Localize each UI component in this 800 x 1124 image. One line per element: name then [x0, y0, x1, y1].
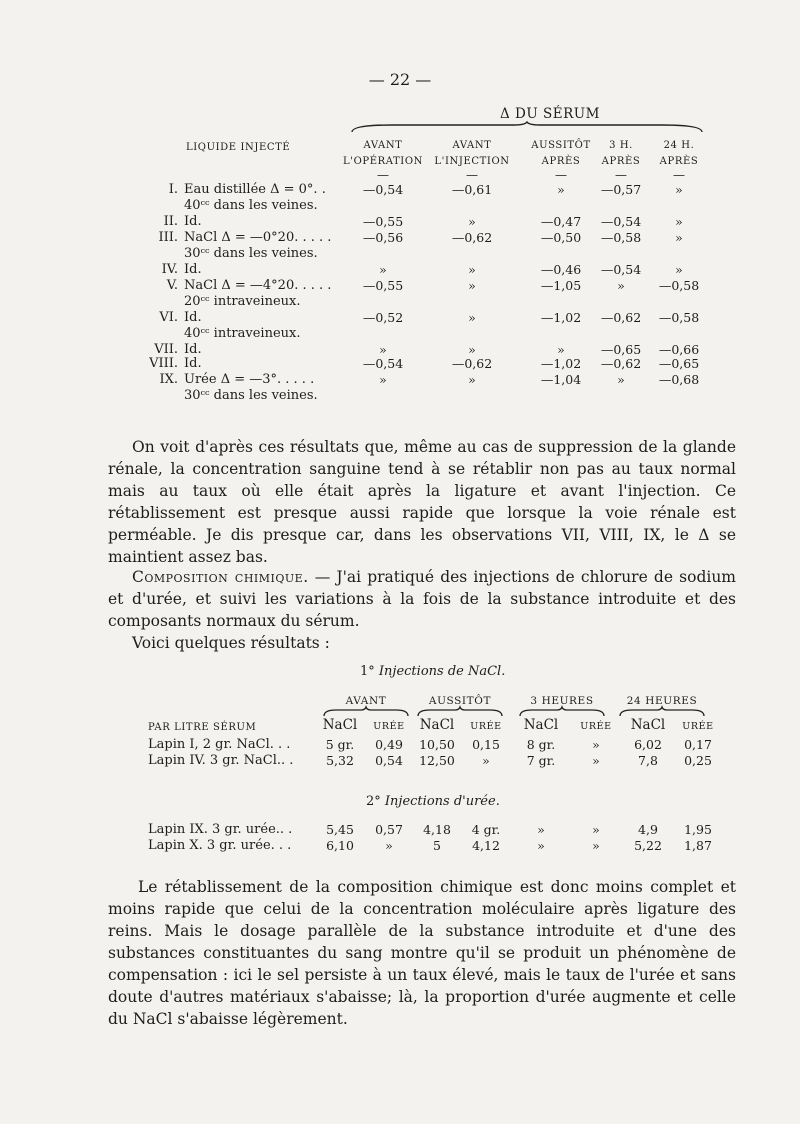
table1-column-rule: —: [466, 168, 478, 182]
table1-row-number: VII.: [154, 342, 178, 357]
table1-cell: »: [557, 182, 565, 197]
caption-nacl-number: 1°: [360, 664, 375, 679]
table1-column-header-sub: APRÈS: [601, 156, 641, 167]
paragraph-composition: [108, 566, 736, 654]
table2-cell: 12,50: [419, 753, 455, 768]
table1-row-number: IX.: [159, 372, 178, 387]
table2-cell: 5,32: [326, 753, 354, 768]
table1-cell: »: [379, 262, 387, 277]
table2-cell: »: [537, 822, 545, 837]
table1-column-rule: —: [555, 168, 567, 182]
table2-cell: 10,50: [419, 737, 455, 752]
table1-cell: —0,65: [600, 342, 642, 357]
table2-group-brace: [324, 707, 408, 717]
table2-group-header: 24 HEURES: [626, 695, 698, 707]
table2-cell: 4,18: [423, 822, 451, 837]
table2-cell: 8 gr.: [526, 737, 556, 752]
table1-cell: —0,47: [540, 214, 582, 229]
table1-row-label: NaCl Δ = —4°20. . . . .: [184, 278, 332, 293]
table2-subheader-nacl: NaCl: [630, 717, 666, 733]
table1-cell: »: [675, 230, 683, 245]
page-number: — 22 —: [368, 70, 432, 89]
table1-cell: —0,57: [600, 182, 642, 197]
table1-row-number: II.: [163, 214, 178, 229]
table2-cell: 6,10: [326, 838, 354, 853]
table1-cell: —0,50: [540, 230, 582, 245]
table2-cell: 0,49: [375, 737, 403, 752]
table1-cell: —0,65: [658, 356, 700, 371]
table1-cell: —0,46: [540, 262, 582, 277]
table1-cell: —1,02: [540, 310, 582, 325]
table1-column-rule: —: [673, 168, 685, 182]
table1-column-rule: —: [377, 168, 389, 182]
paragraph-composition-text: — J'ai pratiqué des injections de chlorure de sodium et d'urée, et suivi les variations à la fois de la substance introduite et des composants normaux du sérum.: [108, 568, 736, 630]
table1-cell: »: [675, 214, 683, 229]
table2-group-brace: [520, 707, 604, 717]
table2-cell: 7 gr.: [526, 753, 556, 768]
table2-row-label: Lapin IX. 3 gr. urée.. .: [148, 822, 293, 837]
table1-cell: —0,61: [451, 182, 493, 197]
table1-row-label: Id.: [184, 214, 202, 229]
table2-row-label: Lapin IV. 3 gr. NaCl.. .: [148, 753, 294, 768]
paragraph-results-text: On voit d'après ces résultats que, même au cas de suppression de la glande rénale, la concentration sanguine tend à se rétablir non pas au taux normal mais au taux où elle était après la ligature et avant l'injection. Ce rétablissement est presque aussi rapide que lorsque la voie rénale est perméable. Je dis presque car, dans les observations VII, VIII, IX, le Δ se maintient assez bas.: [108, 438, 736, 566]
table1-column-header-sub: L'OPÉRATION: [343, 156, 423, 167]
table1-cell: —0,54: [600, 262, 642, 277]
table2-cell: 0,17: [684, 737, 712, 752]
table1-row-number: IV.: [161, 262, 178, 277]
table1-column-header-sub: L'INJECTION: [434, 156, 510, 167]
table2-subheader-uree: URÉE: [373, 721, 405, 732]
table2-cell: 0,54: [375, 753, 403, 768]
table1-cell: »: [675, 182, 683, 197]
table1-cell: —0,54: [362, 182, 404, 197]
table2-cell: 1,87: [684, 838, 712, 853]
table2-cell: »: [385, 838, 393, 853]
table2-cell: 5 gr.: [325, 737, 355, 752]
table2-cell: »: [482, 753, 490, 768]
table1-row-sublabel: 20ᶜᶜ intraveineux.: [184, 294, 301, 309]
table2-subheader-uree: URÉE: [580, 721, 612, 732]
table2-subheader-nacl: NaCl: [322, 717, 358, 733]
table2-cell: 0,15: [472, 737, 500, 752]
table1-cell: »: [557, 342, 565, 357]
table1-cell: —0,62: [600, 310, 642, 325]
table2-row-header: PAR LITRE SÉRUM: [148, 722, 257, 733]
table1-row-sublabel: 30ᶜᶜ dans les veines.: [184, 388, 318, 403]
table1-cell: »: [468, 310, 476, 325]
table1-row-label: Id.: [184, 342, 202, 357]
table1-group-title: Δ DU SÉRUM: [499, 106, 600, 122]
table1-column-header-sub: APRÈS: [659, 156, 699, 167]
table1-column-header: 3 H.: [609, 140, 633, 151]
table1-cell: »: [468, 372, 476, 387]
table2-subheader-uree: URÉE: [470, 721, 502, 732]
table2-subheader-nacl: NaCl: [523, 717, 559, 733]
paragraph-conclusion-text: Le rétablissement de la composition chimique est donc moins complet et moins rapide que celui de la concentration moléculaire après ligature des reins. Mais le dosage parallèle de la substance introduite et d'une des substances constituantes du sang montre qu'il se produit un phénomène de compensation : ici le sel persiste à un taux élevé, mais le taux de l'urée et sans doute d'autres matériaux s'abaisse; là, la proportion d'urée augmente et celle du NaCl s'abaisse légèrement.: [108, 878, 736, 1028]
table1-column-header: 24 H.: [663, 140, 695, 151]
table2-group-brace: [620, 707, 704, 717]
table2-cell: 5,22: [634, 838, 662, 853]
table1-cell: —0,58: [600, 230, 642, 245]
caption-uree-text: Injections d'urée.: [384, 794, 500, 809]
table1-cell: —0,55: [362, 278, 404, 293]
table1-row-sublabel: 30ᶜᶜ dans les veines.: [184, 246, 318, 261]
table1-column-header: AVANT: [452, 140, 492, 151]
table2-cell: 4 gr.: [471, 822, 501, 837]
table1-cell: »: [379, 342, 387, 357]
table1-cell: —0,52: [362, 310, 404, 325]
table1-cell: »: [617, 372, 625, 387]
table1-row-sublabel: 40ᶜᶜ dans les veines.: [184, 198, 318, 213]
table1-row-label: Eau distillée Δ = 0°. .: [184, 182, 326, 197]
table2-cell: 1,95: [684, 822, 712, 837]
table1-column-header-sub: APRÈS: [541, 156, 581, 167]
table1-row-label: Urée Δ = —3°. . . . .: [184, 372, 315, 387]
table2-subheader-uree: URÉE: [682, 721, 714, 732]
table1-cell: »: [468, 278, 476, 293]
table1-column-header: AVANT: [363, 140, 403, 151]
table2-cell: »: [592, 737, 600, 752]
table1-row-number: III.: [158, 230, 178, 245]
table2-cell: »: [592, 822, 600, 837]
table1-header-left: LIQUIDE INJECTÉ: [186, 142, 291, 153]
table2-cell: 7,8: [638, 753, 658, 768]
table1-cell: »: [617, 278, 625, 293]
caption-uree-injections: [366, 794, 500, 809]
table1-cell: —0,62: [451, 230, 493, 245]
table2-subheader-nacl: NaCl: [419, 717, 455, 733]
table1-cell: —0,68: [658, 372, 700, 387]
table1-column-header: AUSSITÔT: [531, 140, 591, 151]
table2-row-label: Lapin X. 3 gr. urée. . .: [148, 838, 292, 853]
table2-row-label: Lapin I, 2 gr. NaCl. . .: [148, 737, 291, 752]
table1-row-number: V.: [166, 278, 178, 293]
table1-row-sublabel: 40ᶜᶜ intraveineux.: [184, 326, 301, 341]
table1-cell: —1,05: [540, 278, 582, 293]
table1-row-number: VIII.: [149, 356, 178, 371]
paragraph-results: [108, 436, 736, 568]
table2-cell: »: [537, 838, 545, 853]
table1-cell: —0,55: [362, 214, 404, 229]
caption-nacl-text: Injections de NaCl.: [378, 664, 506, 679]
table1-cell: »: [675, 262, 683, 277]
table1-cell: »: [379, 372, 387, 387]
table1-cell: —0,58: [658, 310, 700, 325]
section-heading: Composition chimique.: [132, 568, 309, 586]
paragraph-conclusion: [108, 876, 736, 1030]
table2-cell: 5: [433, 838, 441, 853]
table1-cell: —0,66: [658, 342, 700, 357]
table1-cell: —0,56: [362, 230, 404, 245]
table1-column-rule: —: [615, 168, 627, 182]
table1-row-label: Id.: [184, 356, 202, 371]
table1-cell: »: [468, 342, 476, 357]
table1-brace: [352, 122, 702, 134]
table1-cell: —0,62: [451, 356, 493, 371]
table2-cell: »: [592, 753, 600, 768]
table2-cell: 0,57: [375, 822, 403, 837]
table1-cell: —1,02: [540, 356, 582, 371]
table1-row-number: I.: [168, 182, 178, 197]
table1-cell: —0,62: [600, 356, 642, 371]
table1-row-label: Id.: [184, 310, 202, 325]
table2-cell: 4,9: [638, 822, 658, 837]
caption-uree-number: 2°: [366, 794, 381, 809]
table2-cell: 4,12: [472, 838, 500, 853]
table1-row-label: Id.: [184, 262, 202, 277]
table2-group-brace: [418, 707, 502, 717]
table1-row-number: VI.: [159, 310, 178, 325]
table2-cell: »: [592, 838, 600, 853]
table1-cell: —1,04: [540, 372, 582, 387]
table2-cell: 0,25: [684, 753, 712, 768]
table1-cell: »: [468, 214, 476, 229]
table1-cell: —0,54: [362, 356, 404, 371]
table2-cell: 5,45: [326, 822, 354, 837]
table1-cell: —0,58: [658, 278, 700, 293]
caption-nacl-injections: [360, 664, 505, 679]
table2-group-header: AUSSITÔT: [428, 695, 492, 707]
table2-group-header: AVANT: [345, 695, 387, 707]
table2-group-header: 3 HEURES: [530, 695, 594, 707]
paragraph-results-intro: Voici quelques résultats :: [132, 634, 330, 652]
table1-cell: —0,54: [600, 214, 642, 229]
table1-row-label: NaCl Δ = —0°20. . . . .: [184, 230, 332, 245]
table2-cell: 6,02: [634, 737, 662, 752]
table1-cell: »: [468, 262, 476, 277]
